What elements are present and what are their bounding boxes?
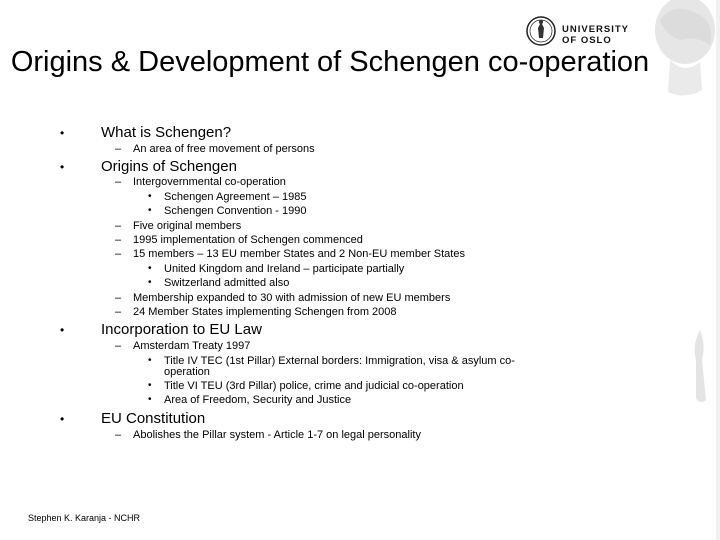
dash-icon: – (115, 143, 122, 155)
statue-watermark-icon (640, 0, 720, 540)
dash-icon: – (115, 220, 122, 232)
list-item: 24 Member States implementing Schengen from 2008 (133, 306, 397, 318)
list-item: Amsterdam Treaty 1997 (133, 340, 251, 352)
list-item: Title IV TEC (1st Pillar) External borders: Immigration, visa & asylum co- (164, 355, 515, 367)
bullet-icon: • (60, 412, 65, 426)
bullet-icon: • (60, 126, 65, 140)
list-item: Membership expanded to 30 with admission of new EU members (133, 292, 451, 304)
section-heading-what-is-schengen: What is Schengen? (101, 124, 232, 141)
sub-bullet-icon: • (148, 355, 152, 366)
dash-icon: – (115, 340, 122, 352)
dash-icon: – (115, 176, 122, 188)
sub-bullet-icon: • (148, 380, 152, 391)
list-item: United Kingdom and Ireland – participate partially (164, 263, 405, 275)
sub-bullet-icon: • (148, 277, 152, 288)
list-item: operation (164, 366, 210, 378)
sub-bullet-icon: • (148, 205, 152, 216)
bullet-icon: • (60, 323, 65, 337)
list-item: Schengen Convention - 1990 (164, 205, 307, 217)
sub-bullet-icon: • (148, 191, 152, 202)
section-heading-origins: Origins of Schengen (101, 158, 237, 175)
logo-text-university: UNIVERSITY (562, 24, 630, 35)
list-item: Five original members (133, 220, 242, 232)
list-item: Title VI TEU (3rd Pillar) police, crime and judicial co-operation (164, 380, 464, 392)
sub-bullet-icon: • (148, 394, 152, 405)
university-seal-icon (526, 14, 556, 48)
logo-text-oslo: OF OSLO (562, 35, 612, 46)
slide-title: Origins & Development of Schengen co-operation (10, 46, 650, 78)
list-item: Intergovernmental co-operation (133, 176, 286, 188)
slide-footer: Stephen K. Karanja - NCHR (28, 513, 141, 523)
list-item: Area of Freedom, Security and Justice (164, 394, 352, 406)
list-item: Abolishes the Pillar system - Article 1-7 on legal personality (133, 429, 421, 441)
bullet-icon: • (60, 160, 65, 174)
sub-bullet-icon: • (148, 263, 152, 274)
dash-icon: – (115, 292, 122, 304)
list-item: Schengen Agreement – 1985 (164, 191, 307, 203)
dash-icon: – (115, 429, 122, 441)
dash-icon: – (115, 234, 122, 246)
list-item: 1995 implementation of Schengen commenced (133, 234, 363, 246)
dash-icon: – (115, 306, 122, 318)
dash-icon: – (115, 248, 122, 260)
section-heading-incorporation: Incorporation to EU Law (101, 321, 262, 338)
list-item: An area of free movement of persons (133, 143, 315, 155)
list-item: Switzerland admitted also (164, 277, 290, 289)
section-heading-eu-constitution: EU Constitution (101, 410, 206, 427)
list-item: 15 members – 13 EU member States and 2 Non-EU member States (133, 248, 465, 260)
